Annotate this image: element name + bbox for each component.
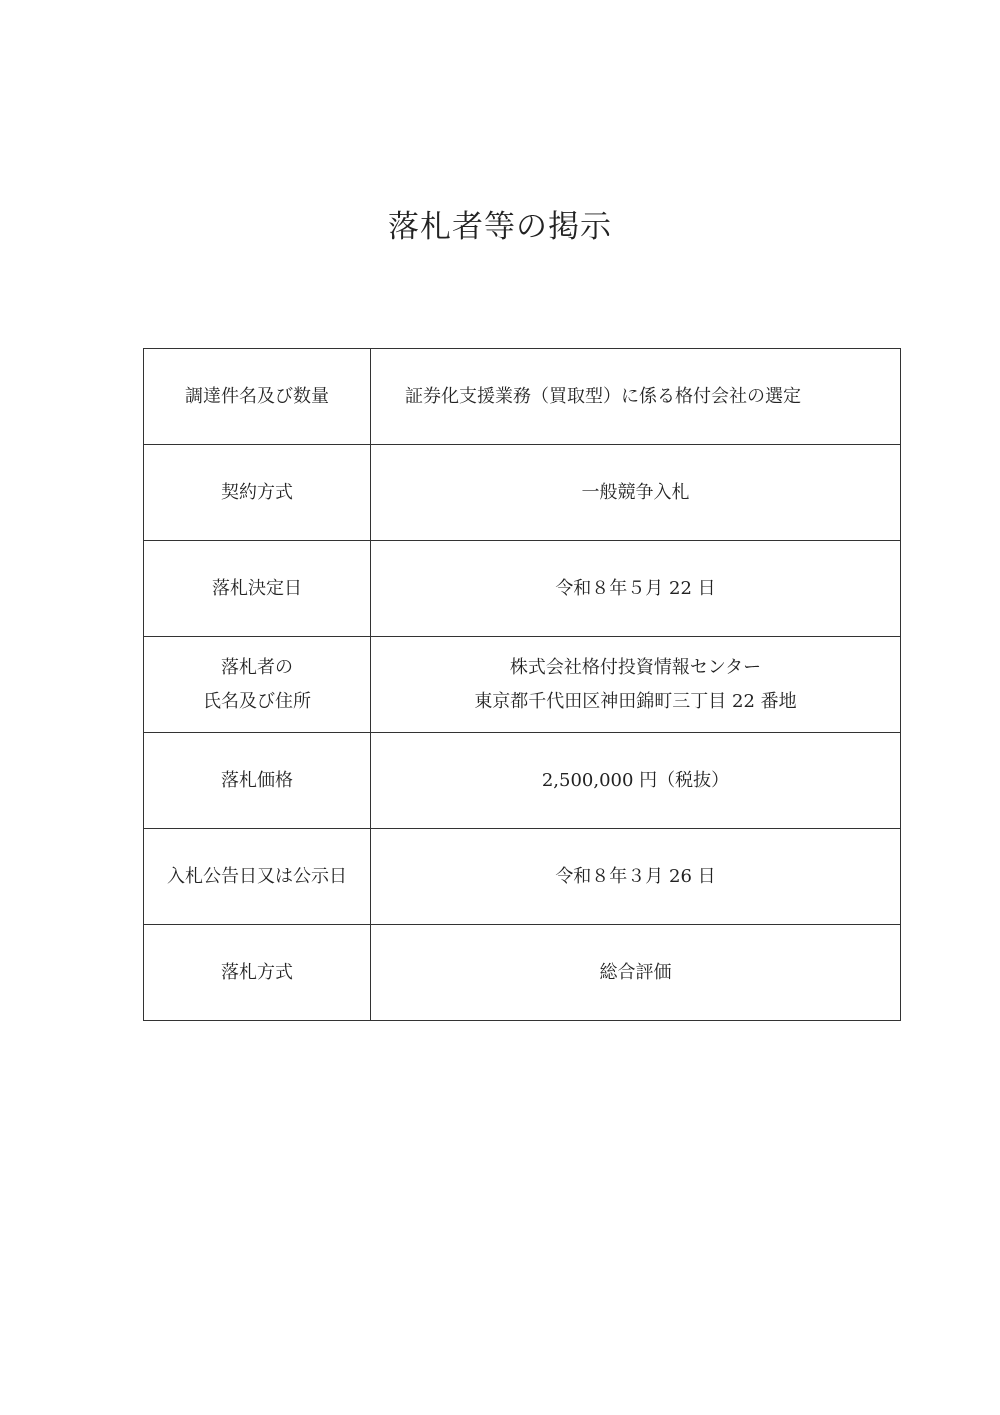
table-row-contract-method [144, 445, 901, 541]
table-row-winning-bidder [144, 637, 901, 733]
award-notice-table [143, 348, 901, 1021]
label-text: 調達件名及び数量 [185, 385, 329, 407]
table-row-award-date [144, 541, 901, 637]
label-procurement-item [144, 349, 371, 445]
label-text: 入札公告日又は公示日 [167, 865, 347, 887]
label-contract-method [144, 445, 371, 541]
label-text: 落札価格 [221, 769, 293, 791]
value-winning-bidder [371, 637, 901, 733]
label-text: 契約方式 [221, 481, 293, 503]
value-announcement-date [371, 829, 901, 925]
value-text: 令和８年３月 26 日 [555, 865, 716, 887]
value-text: 証券化支援業務（買取型）に係る格付会社の選定 [405, 385, 801, 407]
label-award-method [144, 925, 371, 1021]
label-award-date [144, 541, 371, 637]
label-text: 落札決定日 [212, 577, 302, 599]
value-award-method [371, 925, 901, 1021]
page-title: 落札者等の掲示 [388, 209, 612, 245]
label-text: 落札方式 [221, 961, 293, 983]
table-row-award-method [144, 925, 901, 1021]
label-text: 落札者の [221, 656, 293, 678]
label-announcement-date [144, 829, 371, 925]
bidder-address: 東京都千代田区神田錦町三丁目 22 番地 [474, 690, 797, 712]
bidder-name: 株式会社格付投資情報センター [509, 656, 762, 678]
table-row-award-price [144, 733, 901, 829]
value-text: 一般競争入札 [581, 481, 690, 503]
label-winning-bidder [144, 637, 371, 733]
value-text: 令和８年５月 22 日 [555, 577, 716, 599]
value-text: 総合評価 [599, 961, 672, 983]
value-award-date [371, 541, 901, 637]
value-contract-method [371, 445, 901, 541]
label-text: 氏名及び住所 [203, 690, 311, 712]
table-row-procurement-item [144, 349, 901, 445]
value-procurement-item [371, 349, 901, 445]
value-text: 2,500,000 円（税抜） [541, 769, 730, 791]
label-award-price [144, 733, 371, 829]
table-row-announcement-date [144, 829, 901, 925]
value-award-price [371, 733, 901, 829]
